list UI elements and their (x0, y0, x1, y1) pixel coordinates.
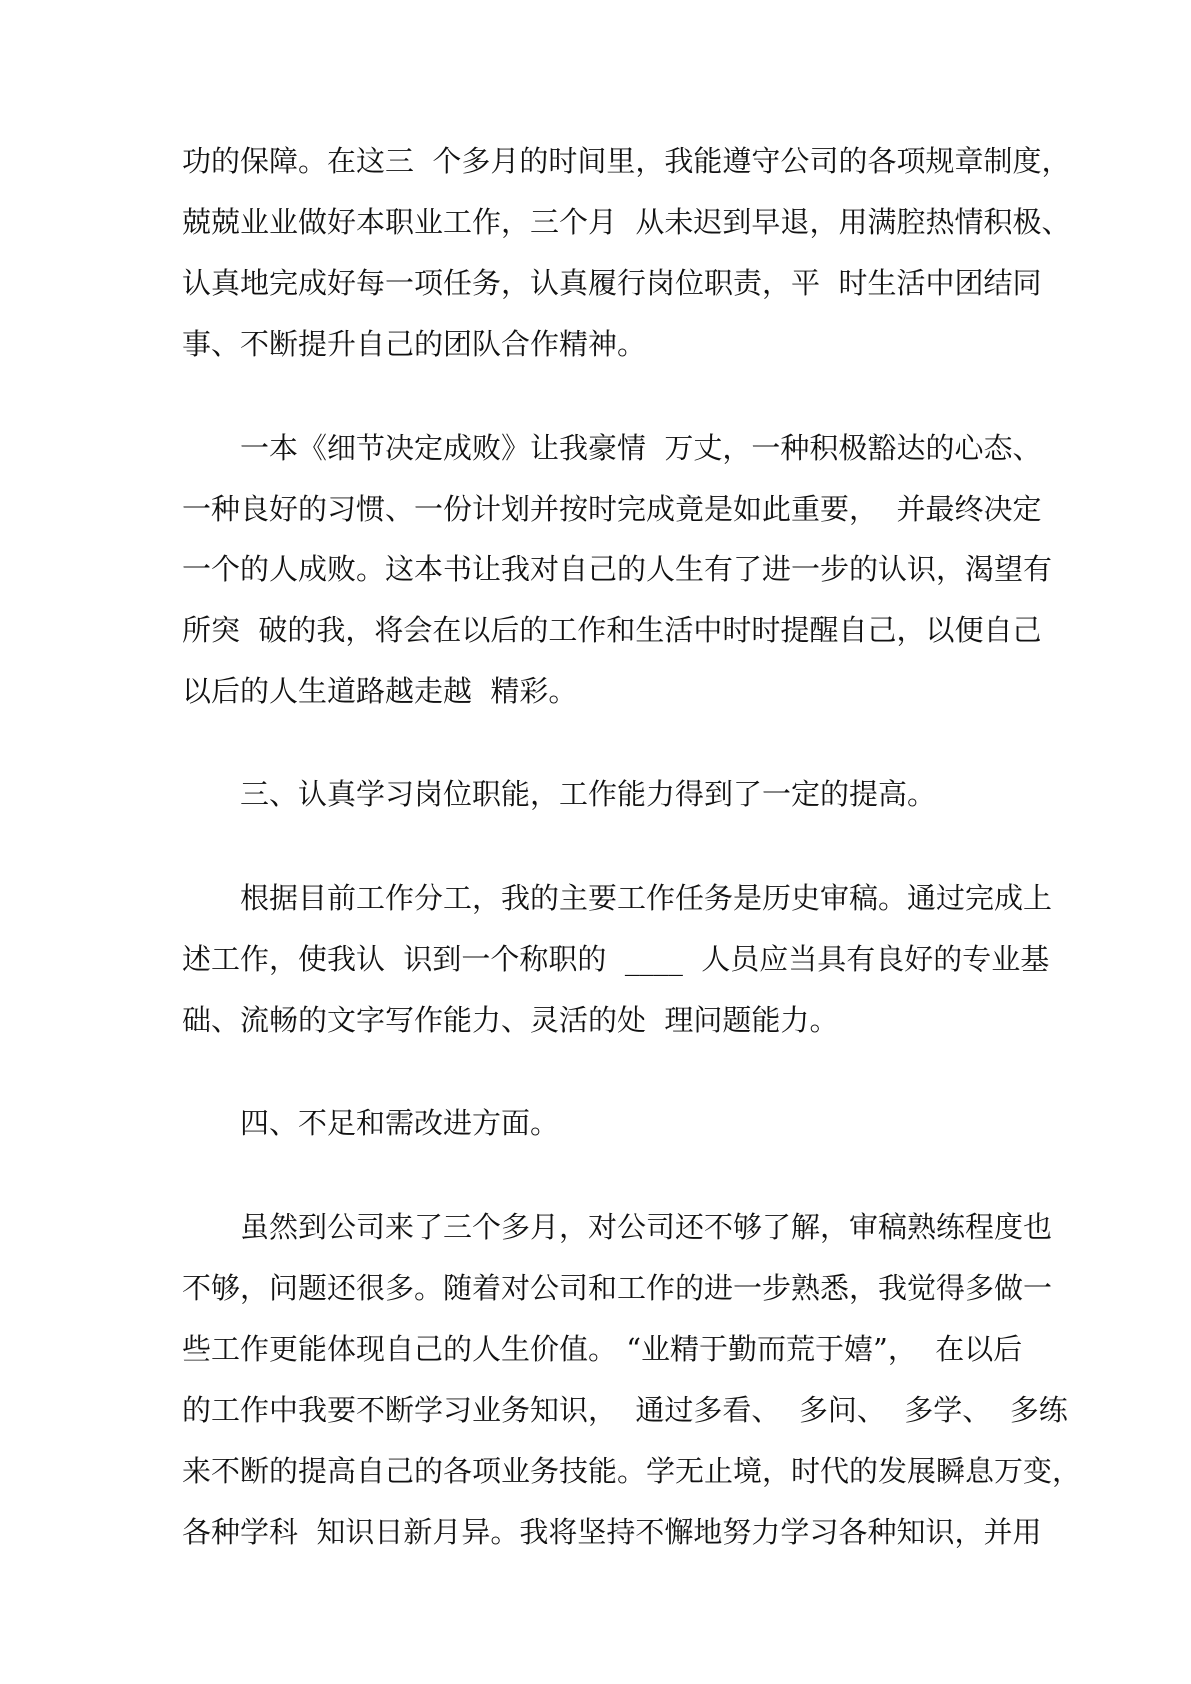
section-heading-4: 四、不足和需改进方面。 (240, 1106, 560, 1140)
paragraph-1-line-4: 事、不断提升自己的团队合作精神。 (182, 327, 647, 361)
paragraph-4-line-1: 虽然到公司来了三个多月，对公司还不够了解，审稿熟练程度也 (240, 1210, 1053, 1244)
paragraph-4-line-4: 的工作中我要不断学习业务知识， 通过多看、 多问、 多学、 多练 (182, 1393, 1068, 1427)
paragraph-3-line-1: 根据目前工作分工，我的主要工作任务是历史审稿。通过完成上 (240, 881, 1053, 915)
paragraph-3-line-3: 础、流畅的文字写作能力、灵活的处 理问题能力。 (182, 1003, 839, 1037)
section-heading-3: 三、认真学习岗位职能，工作能力得到了一定的提高。 (240, 777, 937, 811)
paragraph-2-line-4: 所突 破的我，将会在以后的工作和生活中时时提醒自己，以便自己 (182, 613, 1042, 647)
paragraph-1-line-3: 认真地完成好每一项任务，认真履行岗位职责，平 时生活中团结同 (182, 266, 1042, 300)
paragraph-3-line-2: 述工作，使我认 识到一个称职的 ____ 人员应当具有良好的专业基 (182, 942, 1050, 976)
paragraph-2-line-3: 一个的人成败。这本书让我对自己的人生有了进一步的认识，渴望有 (182, 552, 1053, 586)
paragraph-4-line-3: 些工作更能体现自己的人生价值。 “业精于勤而荒于嬉”， 在以后 (182, 1332, 1023, 1366)
paragraph-4-line-2: 不够，问题还很多。随着对公司和工作的进一步熟悉，我觉得多做一 (182, 1271, 1053, 1305)
paragraph-4-line-5: 来不断的提高自己的各项业务技能。学无止境，时代的发展瞬息万变， (182, 1454, 1082, 1488)
paragraph-2-line-1: 一本《细节决定成败》让我豪情 万丈，一种积极豁达的心态、 (240, 431, 1042, 465)
paragraph-2-line-5: 以后的人生道路越走越 精彩。 (182, 674, 578, 708)
paragraph-1-line-1: 功的保障。在这三 个多月的时间里，我能遵守公司的各项规章制度， (182, 144, 1071, 178)
paragraph-2-line-2: 一种良好的习惯、一份计划并按时完成竟是如此重要， 并最终决定 (182, 492, 1042, 526)
paragraph-4-line-6: 各种学科 知识日新月异。我将坚持不懈地努力学习各种知识，并用 (182, 1515, 1042, 1549)
paragraph-1-line-2: 兢兢业业做好本职业工作，三个月 从未迟到早退，用满腔热情积极、 (182, 205, 1071, 239)
